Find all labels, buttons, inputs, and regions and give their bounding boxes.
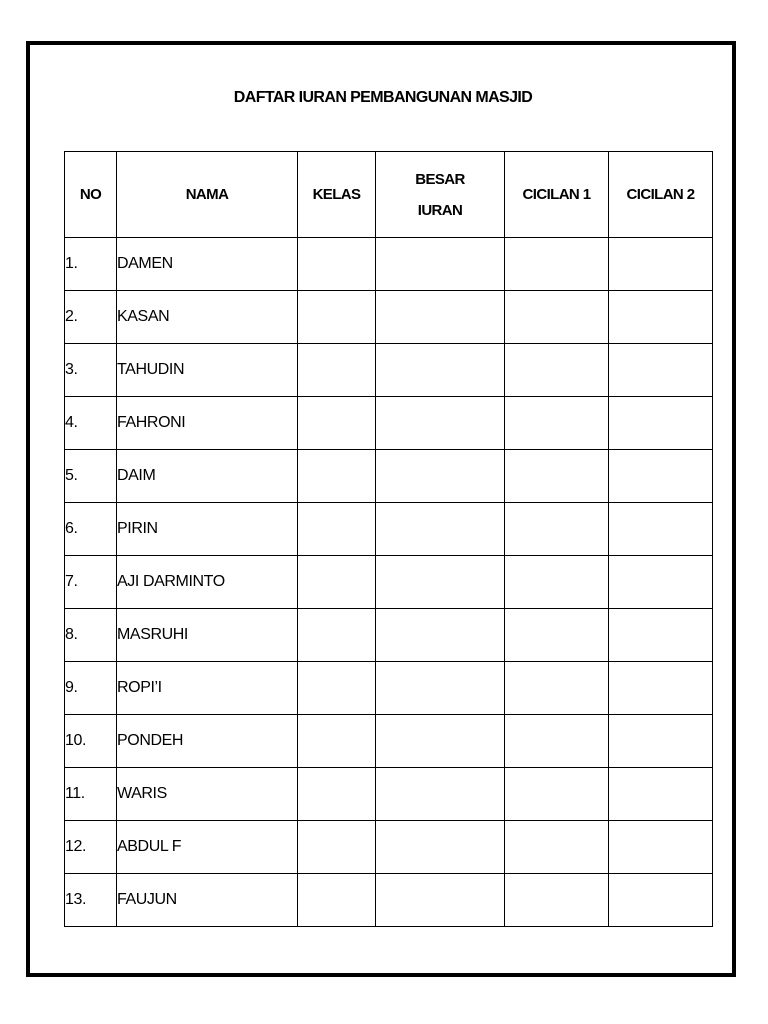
table-header-row [65, 152, 713, 238]
cell-nama: PIRIN [117, 503, 298, 556]
cell-besar-iuran [376, 821, 505, 874]
cell-cicilan-2 [609, 821, 713, 874]
cell-nama: AJI DARMINTO [117, 556, 298, 609]
cell-kelas [298, 715, 376, 768]
header-kelas: KELAS [298, 152, 376, 238]
table-row [65, 662, 713, 715]
cell-no: 11. [65, 768, 117, 821]
cell-cicilan-2 [609, 397, 713, 450]
cell-nama: ABDUL F [117, 821, 298, 874]
cell-no: 5. [65, 450, 117, 503]
header-no: NO [65, 152, 117, 238]
cell-cicilan-2 [609, 450, 713, 503]
cell-no: 4. [65, 397, 117, 450]
cell-cicilan-2 [609, 503, 713, 556]
cell-besar-iuran [376, 768, 505, 821]
cell-no: 8. [65, 609, 117, 662]
table-row [65, 715, 713, 768]
cell-nama: WARIS [117, 768, 298, 821]
cell-cicilan-1 [505, 238, 609, 291]
cell-nama: DAIM [117, 450, 298, 503]
cell-besar-iuran [376, 662, 505, 715]
table-row [65, 768, 713, 821]
header-nama: NAMA [117, 152, 298, 238]
cell-besar-iuran [376, 715, 505, 768]
cell-no: 10. [65, 715, 117, 768]
cell-kelas [298, 291, 376, 344]
cell-cicilan-2 [609, 768, 713, 821]
cell-kelas [298, 609, 376, 662]
cell-cicilan-1 [505, 556, 609, 609]
cell-cicilan-1 [505, 821, 609, 874]
cell-cicilan-2 [609, 291, 713, 344]
header-cicilan-1: CICILAN 1 [505, 152, 609, 238]
cell-cicilan-1 [505, 662, 609, 715]
cell-kelas [298, 556, 376, 609]
cell-cicilan-1 [505, 344, 609, 397]
table-row [65, 344, 713, 397]
cell-cicilan-2 [609, 344, 713, 397]
document-title: DAFTAR IURAN PEMBANGUNAN MASJID [233, 89, 533, 106]
table-row [65, 609, 713, 662]
cell-cicilan-1 [505, 450, 609, 503]
cell-kelas [298, 874, 376, 927]
table-row [65, 238, 713, 291]
header-besar-iuran [376, 152, 505, 238]
cell-kelas [298, 768, 376, 821]
cell-no: 12. [65, 821, 117, 874]
cell-kelas [298, 238, 376, 291]
cell-no: 2. [65, 291, 117, 344]
cell-nama: MASRUHI [117, 609, 298, 662]
cell-besar-iuran [376, 344, 505, 397]
cell-kelas [298, 450, 376, 503]
cell-nama: DAMEN [117, 238, 298, 291]
cell-besar-iuran [376, 503, 505, 556]
cell-cicilan-1 [505, 503, 609, 556]
cell-cicilan-2 [609, 874, 713, 927]
cell-no: 9. [65, 662, 117, 715]
cell-cicilan-1 [505, 397, 609, 450]
cell-nama: KASAN [117, 291, 298, 344]
cell-nama: FAHRONI [117, 397, 298, 450]
table-row [65, 291, 713, 344]
cell-kelas [298, 344, 376, 397]
cell-besar-iuran [376, 397, 505, 450]
table-row [65, 556, 713, 609]
dues-table [64, 151, 713, 927]
table-row [65, 821, 713, 874]
cell-besar-iuran [376, 291, 505, 344]
cell-cicilan-1 [505, 609, 609, 662]
cell-no: 1. [65, 238, 117, 291]
cell-no: 7. [65, 556, 117, 609]
cell-cicilan-1 [505, 768, 609, 821]
cell-cicilan-1 [505, 291, 609, 344]
cell-kelas [298, 662, 376, 715]
header-besar-iuran-line2: IURAN [417, 201, 463, 219]
table-row [65, 874, 713, 927]
cell-nama: FAUJUN [117, 874, 298, 927]
table-row [65, 450, 713, 503]
cell-kelas [298, 397, 376, 450]
cell-besar-iuran [376, 874, 505, 927]
cell-cicilan-2 [609, 662, 713, 715]
cell-no: 6. [65, 503, 117, 556]
cell-besar-iuran [376, 450, 505, 503]
cell-nama: PONDEH [117, 715, 298, 768]
table-row [65, 397, 713, 450]
cell-nama: ROPI’I [117, 662, 298, 715]
header-besar-iuran-line1: BESAR [415, 170, 465, 188]
cell-cicilan-2 [609, 609, 713, 662]
cell-cicilan-2 [609, 556, 713, 609]
cell-cicilan-2 [609, 238, 713, 291]
cell-besar-iuran [376, 238, 505, 291]
cell-cicilan-1 [505, 874, 609, 927]
cell-nama: TAHUDIN [117, 344, 298, 397]
header-cicilan-2: CICILAN 2 [609, 152, 713, 238]
cell-cicilan-1 [505, 715, 609, 768]
cell-kelas [298, 503, 376, 556]
cell-kelas [298, 821, 376, 874]
cell-besar-iuran [376, 609, 505, 662]
cell-cicilan-2 [609, 715, 713, 768]
cell-besar-iuran [376, 556, 505, 609]
table-row [65, 503, 713, 556]
cell-no: 13. [65, 874, 117, 927]
cell-no: 3. [65, 344, 117, 397]
